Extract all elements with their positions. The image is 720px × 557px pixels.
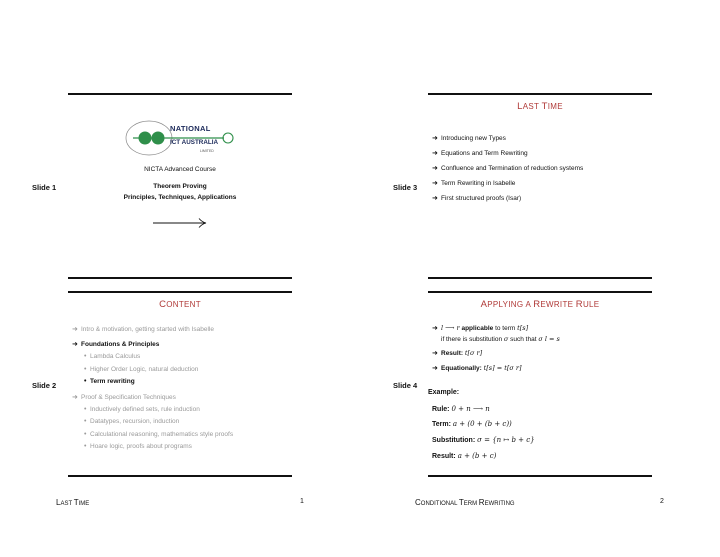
footer-left-page: 1 (300, 498, 304, 505)
slide3-item: ➜ Introducing new Types (432, 135, 506, 142)
bullet-icon: • (84, 378, 87, 385)
logo-line1: NATIONAL (170, 124, 211, 133)
slide3-item: ➜ Equations and Term Rewriting (432, 150, 528, 157)
bullet-icon: • (84, 418, 87, 425)
slide4-label: Slide 4 (393, 381, 418, 390)
arrow-icon: ➜ (432, 325, 438, 332)
content-subitem-calculational: • Calculational reasoning, mathematics style proofs (84, 431, 234, 438)
arrow-icon: ➜ (432, 150, 438, 157)
content-subitem-rewriting: • Term rewriting (84, 378, 135, 385)
slide1-subtitle: Principles, Techniques, Applications (123, 194, 237, 201)
content-subitem-inductive: • Inductively defined sets, rule induction (84, 406, 200, 413)
arrow-icon: ➜ (432, 165, 438, 172)
slide2-top-rule (68, 291, 292, 293)
footer-left-title: LAST TIME (56, 498, 90, 507)
arrow-icon: ➜ (432, 365, 438, 372)
rewrite-equational-line: ➜ Equationally: t[s] = t[σ r] (432, 364, 522, 372)
content-subitem-datatypes: • Datatypes, recursion, induction (84, 418, 180, 425)
bullet-icon: • (84, 353, 87, 360)
slide3-top-rule (428, 93, 652, 95)
arrow-icon: ➜ (72, 394, 78, 401)
bullet-icon: • (84, 366, 87, 373)
footer-right-page: 2 (660, 498, 664, 505)
nicta-logo (124, 120, 236, 156)
content-item-proof: ➜ Proof & Specification Techniques (72, 394, 176, 401)
content-subitem-hoare: • Hoare logic, proofs about programs (84, 443, 192, 450)
example-result: Result: a + (b + c) (432, 452, 497, 460)
slide3-bottom-rule (428, 277, 652, 279)
long-right-arrow (152, 216, 208, 234)
arrow-icon: ➜ (432, 195, 438, 202)
arrow-icon: ➜ (72, 326, 78, 333)
example-substitution: Substitution: σ = {n ↦ b + c} (432, 436, 535, 444)
slide1-title: Theorem Proving (153, 183, 207, 190)
slide1-label: Slide 1 (32, 183, 57, 192)
bullet-icon: • (84, 431, 87, 438)
example-heading: Example: (428, 389, 460, 396)
arrow-icon: ➜ (432, 135, 438, 142)
rewrite-condition-line: if there is substitution σ such that σ l = s (441, 335, 560, 343)
rewrite-rule-line: ➜ l ⟶ r applicable to term t[s] (432, 324, 529, 332)
example-term: Term: a + (0 + (b + c)) (432, 420, 512, 428)
slide4-top-rule (428, 291, 652, 293)
course-name: NICTA Advanced Course (144, 166, 216, 173)
logo-line2: ICT AUSTRALIA (170, 139, 219, 146)
slide3-label: Slide 3 (393, 183, 418, 192)
slide3-item: ➜ Term Rewriting in Isabelle (432, 180, 516, 187)
slide1-bottom-rule (68, 277, 292, 279)
slide3-item: ➜ First structured proofs (Isar) (432, 195, 522, 202)
rewrite-result-line: ➜ Result: t[σ r] (432, 349, 483, 357)
slide3-title: LAST TIME (517, 101, 563, 112)
slide2-bottom-rule (68, 475, 292, 477)
content-subitem-hol: • Higher Order Logic, natural deduction (84, 366, 199, 373)
slide2-title: CONTENT (159, 299, 201, 310)
slide3-item: ➜ Confluence and Termination of reduction systems (432, 165, 584, 172)
content-subitem-lambda: • Lambda Calculus (84, 353, 141, 360)
arrow-icon: ➜ (432, 350, 438, 357)
bullet-icon: • (84, 443, 87, 450)
logo-line3: LIMITED (200, 149, 214, 153)
slide2-label: Slide 2 (32, 381, 57, 390)
footer-right-title: CONDITIONAL TERM REWRITING (415, 498, 515, 507)
slide1-top-rule (68, 93, 292, 95)
arrow-icon: ➜ (72, 341, 78, 348)
content-item-foundations: ➜ Foundations & Principles (72, 341, 160, 348)
slide4-bottom-rule (428, 475, 652, 477)
example-rule: Rule: 0 + n ⟶ n (432, 405, 490, 413)
content-item-intro: ➜ Intro & motivation, getting started with Isabelle (72, 326, 214, 333)
slide4-title: APPLYING A REWRITE RULE (480, 299, 600, 310)
arrow-icon: ➜ (432, 180, 438, 187)
bullet-icon: • (84, 406, 87, 413)
